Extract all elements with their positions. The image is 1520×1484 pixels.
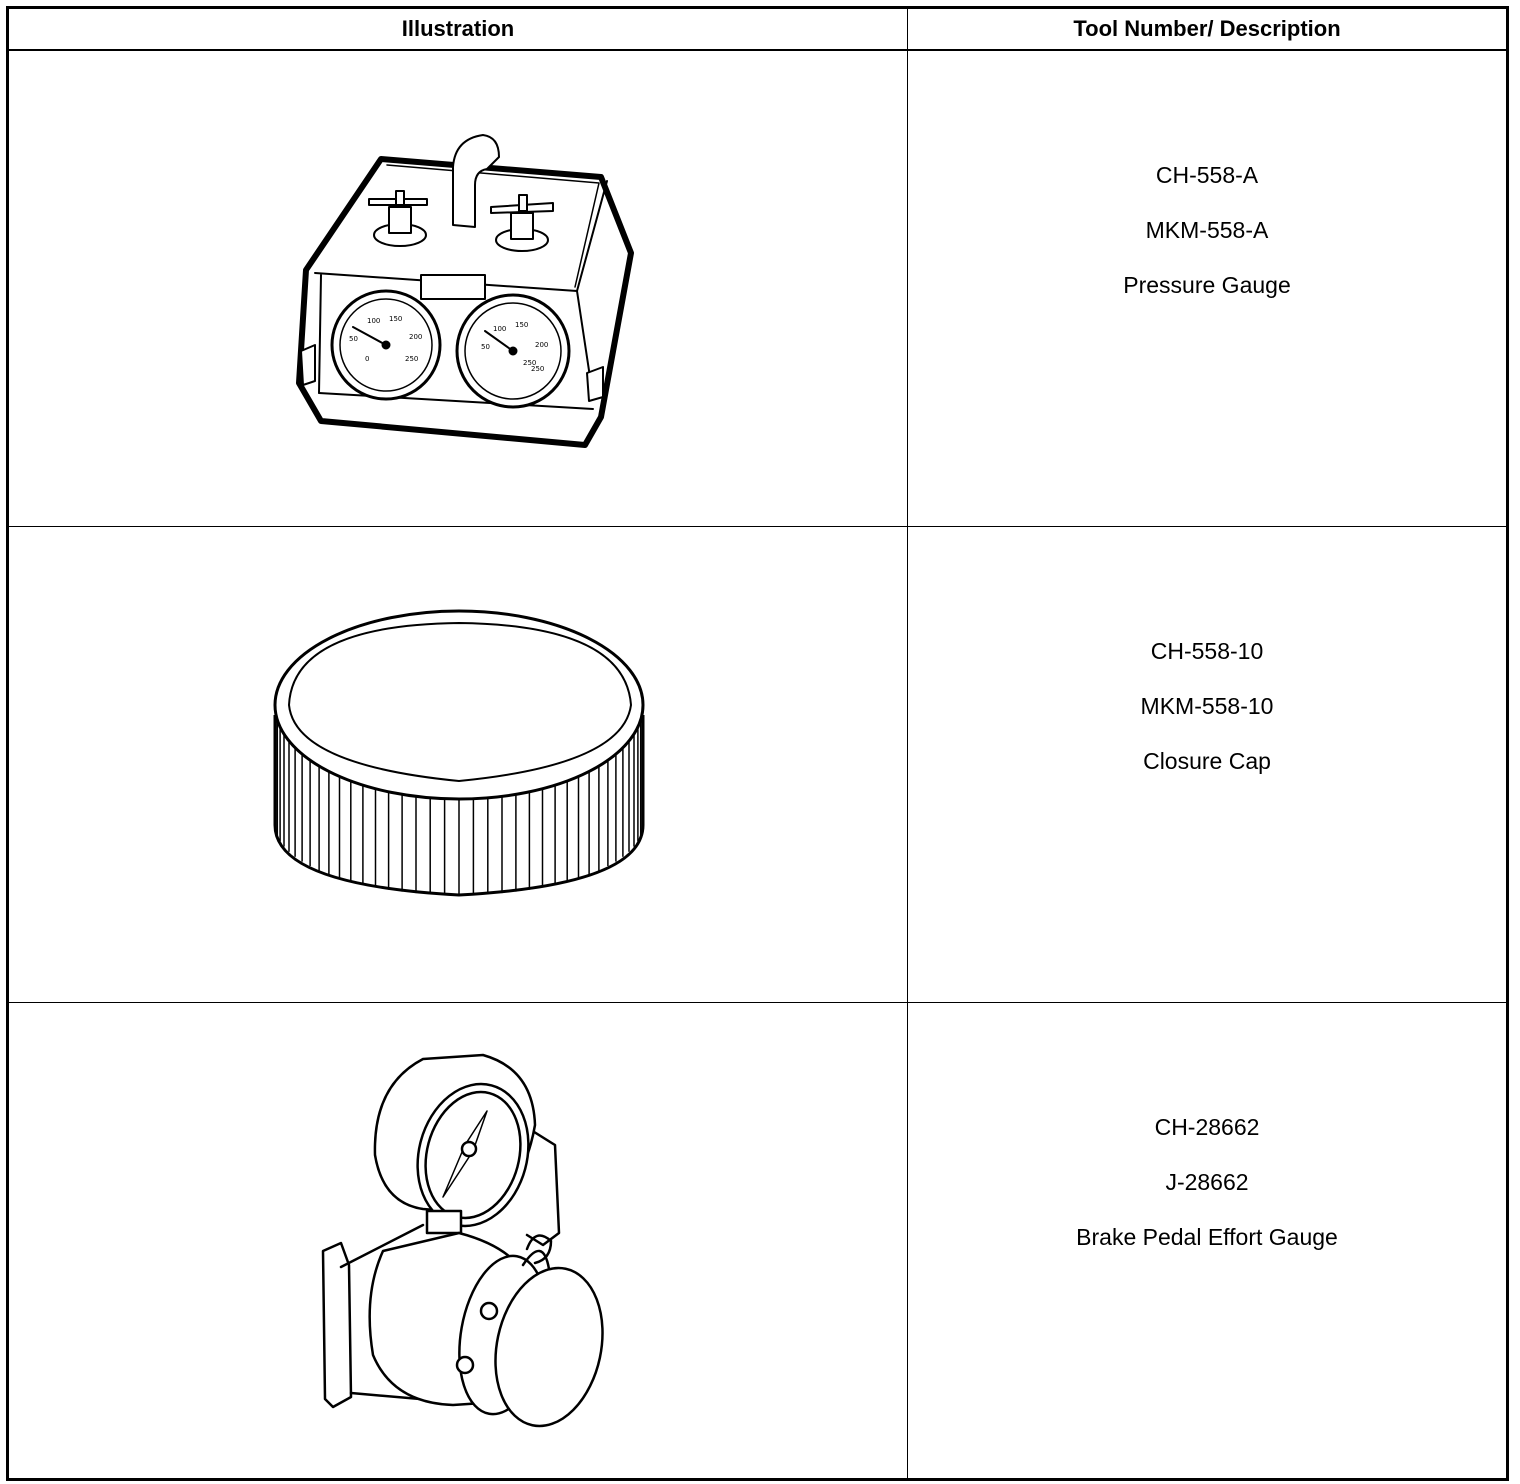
dial-label: 200 (409, 333, 423, 341)
special-tools-table (6, 6, 1509, 1481)
tool-number-primary: CH-558-10 (1150, 638, 1264, 664)
tool-number-primary: CH-558-A (1155, 162, 1259, 188)
brake-pedal-effort-gauge-icon (9, 1003, 909, 1478)
description-cell (908, 527, 1508, 1003)
tool-description: Brake Pedal Effort Gauge (1076, 1224, 1338, 1250)
illustration-cell (8, 1003, 908, 1480)
pressure-gauge-icon (9, 51, 909, 526)
dial-label: 50 (481, 343, 490, 351)
dial-label: 100 (367, 317, 381, 325)
header-illustration: Illustration (8, 8, 908, 51)
tool-number-secondary: J-28662 (1165, 1169, 1249, 1195)
table-row (8, 527, 1508, 1003)
illustration-cell (8, 527, 908, 1003)
dial-label: 250 (531, 365, 545, 373)
dial-label: 150 (389, 315, 403, 323)
dial-label: 250 (405, 355, 419, 363)
table-row (8, 50, 1508, 527)
dial-label: 150 (515, 321, 529, 329)
table-header-row (8, 8, 1508, 51)
tool-number-primary: CH-28662 (1154, 1114, 1260, 1140)
table-row (8, 1003, 1508, 1480)
tool-description: Closure Cap (1143, 748, 1271, 774)
dial-label: 0 (365, 355, 370, 363)
description-cell (908, 50, 1508, 527)
dial-label: 50 (349, 335, 358, 343)
closure-cap-icon (9, 527, 909, 1002)
description-cell (908, 1003, 1508, 1480)
illustration-cell (8, 50, 908, 527)
tool-description: Pressure Gauge (1123, 272, 1291, 298)
tool-number-secondary: MKM-558-A (1145, 217, 1269, 243)
dial-label: 100 (493, 325, 507, 333)
dial-label: 250 (523, 359, 537, 367)
dial-label: 200 (535, 341, 549, 349)
header-tool-number-description: Tool Number/ Description (908, 8, 1508, 51)
tool-number-secondary: MKM-558-10 (1140, 693, 1274, 719)
